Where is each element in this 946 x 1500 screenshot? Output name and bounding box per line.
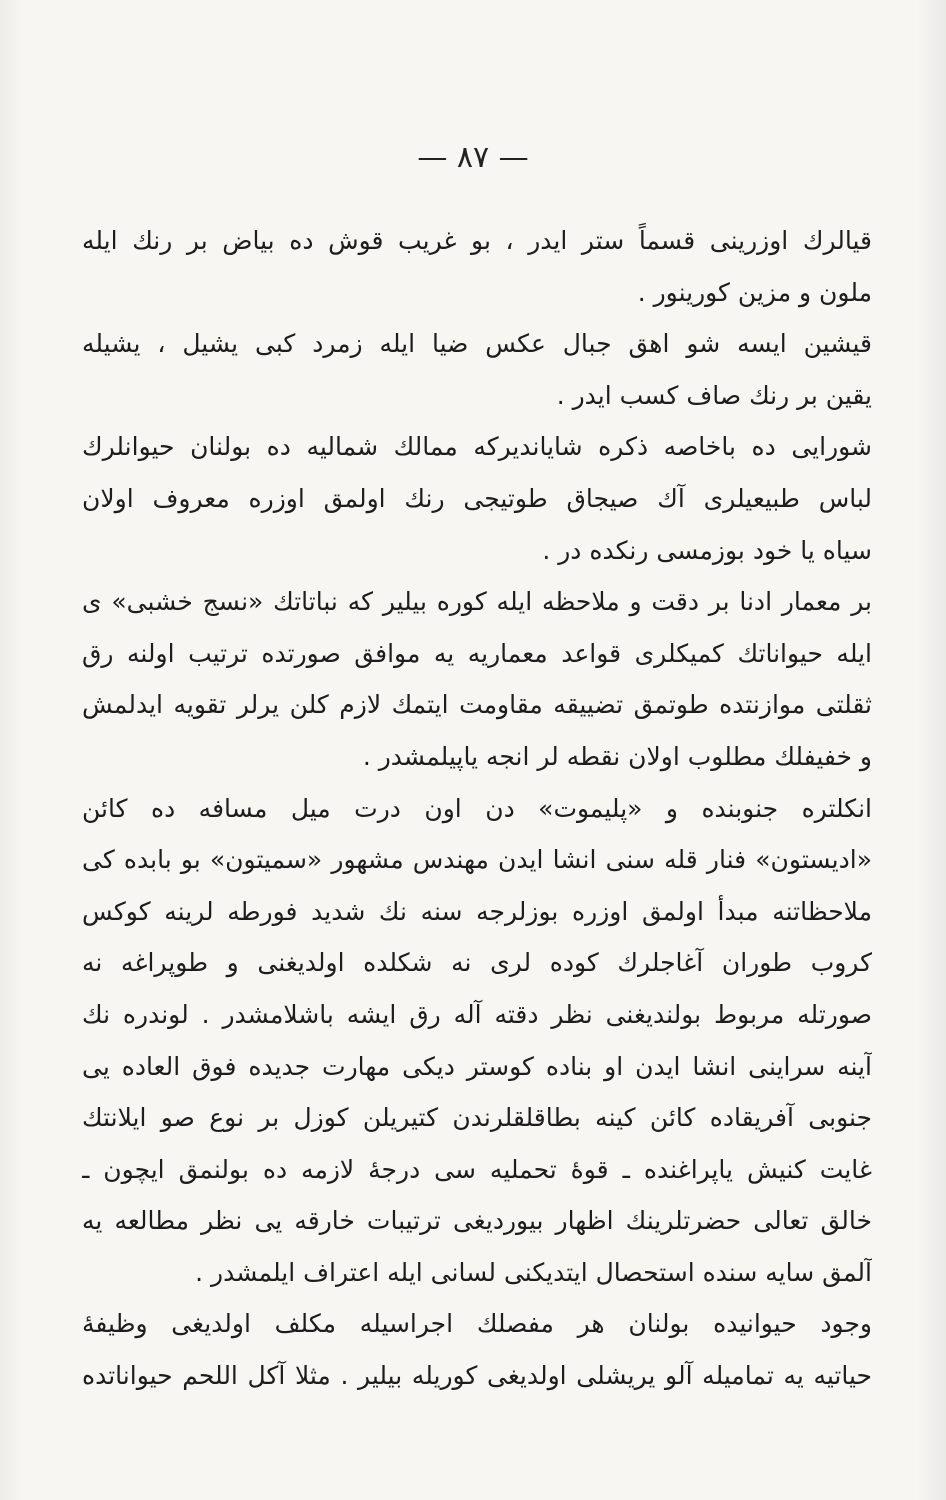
text-line: كروب طوران آغاجلرك كوده لرى نه شكلده اولديغنى و طوپراغه نه — [82, 948, 872, 978]
text-line: انكلتره جنوبنده و «پليموت» دن اون درت ميل مسافه ده كائن — [82, 793, 872, 823]
page-number: — ۸۷ — — [417, 140, 529, 175]
text-line: شورايى ده باخاصه ذكره شايانديركه ممالك شماليه ده بولنان حيوانلرك — [82, 432, 872, 462]
page-edge-shadow — [916, 0, 946, 1500]
page-gutter-shadow — [0, 0, 22, 1500]
text-line: ملاحظاتنه مبدأ اولمق اوزره بوزلرجه سنه نك شديد فورطه لرينه كوكس — [82, 896, 872, 926]
text-line: «اديستون» فنار قله سنى انشا ايدن مهندس مشهور «سميتون» بو بابده كى — [82, 845, 872, 875]
text-line: و خفيفلك مطلوب اولان نقطه لر انجه ياپيلمشدر . — [362, 741, 872, 771]
text-line: صورتله مربوط بولنديغنى نظر دقته آله رق ايشه باشلامشدر . لوندره نك — [82, 999, 872, 1029]
text-line: خالق تعالى حضرتلرينك اظهار بيورديغى ترتيبات خارقه يى نظر مطالعه يه — [82, 1206, 872, 1236]
text-line: قيشين ايسه شو اهق جبال عكس ضيا ايله زمرد كبى يشيل ، يشيله — [82, 329, 872, 359]
text-line: يقين بر رنك صاف كسب ايدر . — [556, 380, 872, 410]
text-line: آينه سراينى انشا ايدن او بناده كوستر ديكى مهارت جديده فوق العاده يى — [82, 1051, 872, 1081]
text-line: جنوبى آفريقاده كائن كينه بطاقلقلرندن كتيريلن كوزل بر نوع صو ايلانتك — [82, 1103, 872, 1133]
text-line: لباس طبيعيلرى آك صيجاق طوتيجى رنك اولمق اوزره معروف اولان — [82, 483, 872, 513]
text-line: ايله حيواناتك كميكلرى قواعد معماريه يه موافق صورتده ترتيب اولنه رق — [82, 638, 872, 668]
text-line: وجود حيوانيده بولنان هر مفصلك اجراسيله مكلف اولديغى وظيفهٔ — [82, 1309, 872, 1339]
text-line: سياه يا خود بوزمسى رنكده در . — [542, 535, 872, 565]
text-line: قيالرك اوزرينى قسماً ستر ايدر ، بو غريب قوش ده بياض بر رنك ايله — [82, 226, 872, 255]
text-line: ملون و مزين كورينور . — [637, 277, 872, 307]
body-text — [82, 215, 872, 1402]
text-line: بر معمار ادنا بر دقت و ملاحظه ايله كوره بيلير كه نباتاتك «نسج خشبى» ى — [82, 587, 872, 617]
text-line: حياتيه يه تماميله آلو يريشلى اولديغى كوريله بيلير . مثلا آكل اللحم حيواناتده — [82, 1361, 872, 1391]
text-line: آلمق سايه سنده استحصال ايتديكنى لسانى ايله اعتراف ايلمشدر . — [195, 1257, 872, 1287]
text-line: غايت كنيش ياپراغنده ـ قوهٔ تحمليه سى درجهٔ لازمه ده بولنمق ايچون ـ — [82, 1154, 872, 1184]
text-line: ثقلتى موازنتده طوتمق تضييقه مقاومت ايتمك لازم كلن يرلر تقويه ايدلمش — [82, 690, 872, 720]
